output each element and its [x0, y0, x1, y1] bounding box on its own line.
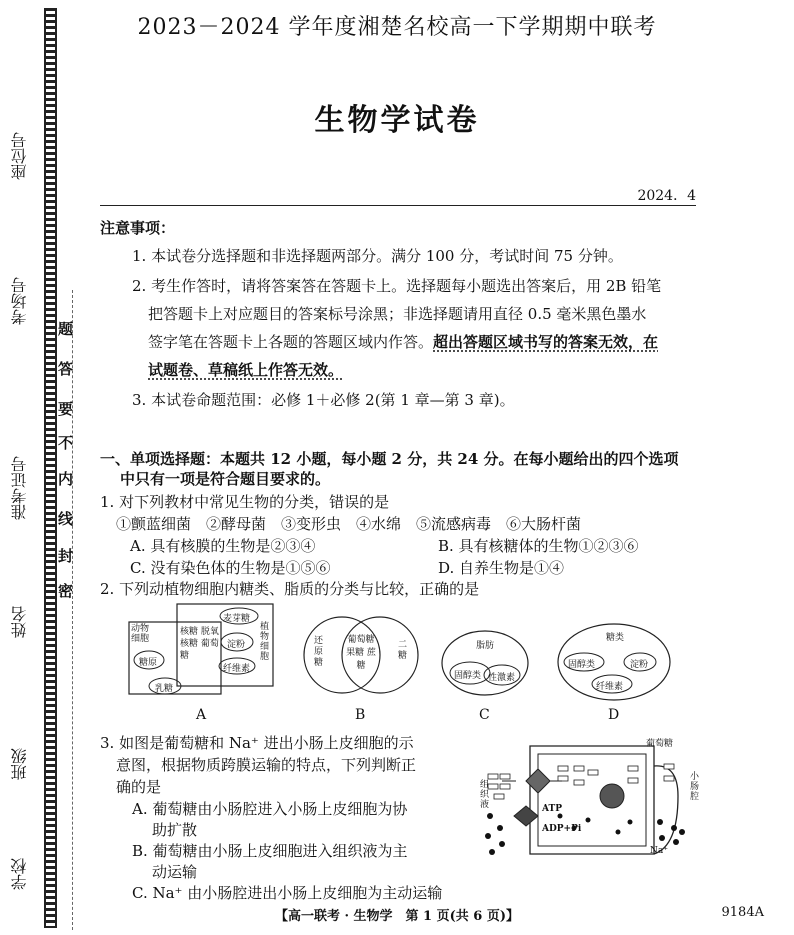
q2-label-a[interactable]: A [196, 707, 207, 723]
q1-option-a[interactable]: A. 具有核膜的生物是②③④ [130, 537, 316, 555]
fig-b-right: 二糖 [398, 640, 408, 661]
fig-a-lactose: 乳糖 [155, 684, 174, 694]
fig-d-c: 纤维素 [596, 682, 624, 692]
notice-item-2e-emphasis: 试题卷、草稿纸上作答无效。 [148, 361, 344, 379]
exam-room-field[interactable] [8, 255, 31, 325]
q1-stem: 1. 对下列教材中常见生物的分类，错误的是 [100, 493, 390, 511]
exam-room-label: 考场号 [10, 277, 29, 325]
q3-stem-2: 意图，根据物质跨膜运输的特点，下列判断正 [116, 756, 417, 774]
paper-code: 9184A [721, 905, 764, 920]
fig-a-cellulose: 纤维素 [223, 664, 251, 674]
q1-option-c[interactable]: C. 没有染色体的生物是①⑤⑥ [130, 559, 331, 577]
exam-number-field[interactable] [8, 430, 31, 520]
fig-d-a: 固醇类 [568, 660, 596, 670]
fig-b-left: 还原糖 [314, 636, 324, 668]
notice-item-2b: 把答题卡上对应题目的答案标号涂黑；非选择题请用直径 0.5 毫米黑色墨水 [148, 305, 647, 323]
notice-item-2a: 2. 考生作答时，请将答案答在答题卡上。选择题每小题选出答案后，用 2B 铅笔 [132, 277, 662, 295]
warning-char: 不 [58, 434, 74, 452]
school-label: 学校 [10, 858, 29, 890]
fig-b-mid: 葡萄糖 果糖 蔗糖 [346, 635, 376, 671]
fig-a-starch: 淀粉 [227, 640, 246, 650]
q2-figure-d [556, 622, 672, 702]
warning-char: 线 [58, 510, 74, 528]
binding-cut-line [72, 290, 73, 930]
seat-label: 座位号 [10, 132, 29, 180]
binding-border [44, 8, 57, 928]
q3-fig-tissue: 组织液 [480, 780, 490, 810]
warning-char: 答 [58, 360, 74, 378]
class-field[interactable] [8, 730, 31, 780]
school-field[interactable] [8, 840, 31, 890]
notice-item-2c [148, 332, 658, 352]
notice-item-1: 1. 本试卷分选择题和非选择题两部分。满分 100 分，考试时间 75 分钟。 [132, 247, 623, 265]
notice-item-3: 3. 本试卷命题范围：必修 1＋必修 2(第 1 章—第 3 章)。 [132, 391, 515, 409]
q3-figure [478, 736, 708, 886]
q3-option-a-2: 助扩散 [152, 821, 198, 839]
fig-a-core: 核糖 脱氧核糖 葡萄糖 [180, 627, 219, 661]
fig-c-outer: 脂肪 [476, 641, 495, 651]
fig-a-animal: 动物细胞 [131, 624, 150, 644]
q3-option-a-1[interactable]: A. 葡萄糖由小肠腔进入小肠上皮细胞为协 [132, 800, 408, 818]
q3-stem-1: 3. 如图是葡萄糖和 Na⁺ 进出小肠上皮细胞的示 [100, 734, 414, 752]
fig-d-b: 淀粉 [630, 660, 649, 670]
fig-c-b: 性激素 [488, 673, 516, 683]
q2-figure-a [127, 602, 275, 702]
q3-option-b-2: 动运输 [152, 863, 198, 881]
exam-subtitle: 生物学试卷 [314, 103, 480, 138]
q3-fig-atp: ATP [542, 804, 562, 814]
fig-d-outer: 糖类 [606, 633, 625, 643]
q3-option-c[interactable]: C. Na⁺ 由小肠腔进出小肠上皮细胞为主动运输 [132, 884, 443, 902]
q3-fig-glucose: 葡萄糖 [646, 739, 674, 749]
q2-label-c[interactable]: C [479, 707, 490, 723]
q3-option-b-1[interactable]: B. 葡萄糖由小肠上皮细胞进入组织液为主 [132, 842, 408, 860]
header-rule [100, 205, 696, 206]
q2-figure-c [440, 628, 530, 698]
warning-char: 密 [58, 582, 74, 600]
q1-option-b[interactable]: B. 具有核糖体的生物①②③⑥ [438, 537, 639, 555]
fig-a-maltose: 麦芽糖 [223, 614, 251, 624]
warning-char: 内 [58, 470, 74, 488]
q3-fig-adp: ADP+Pi [542, 824, 582, 834]
fig-c-a: 固醇类 [454, 671, 482, 681]
q2-stem: 2. 下列动植物细胞内糖类、脂质的分类与比较，正确的是 [100, 580, 480, 598]
page-footer: 【高一联考 · 生物学 第 1 页(共 6 页)】 [274, 909, 520, 924]
notice-item-2c-text: 签字笔在答题卡上各题的答题区域内作答。 [148, 333, 434, 351]
q2-figure-b [302, 610, 420, 700]
exam-number-label: 准考证号 [10, 456, 29, 520]
notice-title: 注意事项： [100, 219, 176, 237]
exam-date: 2024．4 [637, 188, 696, 204]
section-heading-cont: 中只有一项是符合题目要求的。 [120, 470, 331, 488]
warning-char: 封 [58, 547, 74, 565]
fig-a-glycogen: 糖原 [139, 658, 158, 668]
q2-label-b[interactable]: B [355, 707, 366, 723]
warning-char: 要 [58, 400, 74, 418]
q3-fig-lumen: 小肠腔 [690, 772, 700, 802]
notice-item-2d-emphasis: 超出答题区域书写的答案无效，在 [433, 333, 659, 351]
q3-stem-3: 确的是 [116, 778, 162, 796]
q2-label-d[interactable]: D [608, 707, 620, 723]
section-heading: 一、单项选择题：本题共 12 小题，每小题 2 分，共 24 分。在每小题给出的四个选项 [100, 450, 679, 468]
exam-title: 2023－2024 学年度湘楚名校高一下学期期中联考 [137, 15, 657, 40]
warning-char: 题 [58, 320, 74, 338]
q1-option-d[interactable]: D. 自养生物是①④ [438, 559, 565, 577]
fig-a-plant: 植物细胞 [260, 622, 270, 662]
q1-items: ①颤蓝细菌 ②酵母菌 ③变形虫 ④水绵 ⑤流感病毒 ⑥大肠杆菌 [116, 515, 582, 533]
name-field[interactable] [8, 588, 31, 638]
name-label: 姓名 [10, 606, 29, 638]
q3-fig-na: Na⁺ [650, 846, 668, 856]
class-label: 班级 [10, 748, 29, 780]
